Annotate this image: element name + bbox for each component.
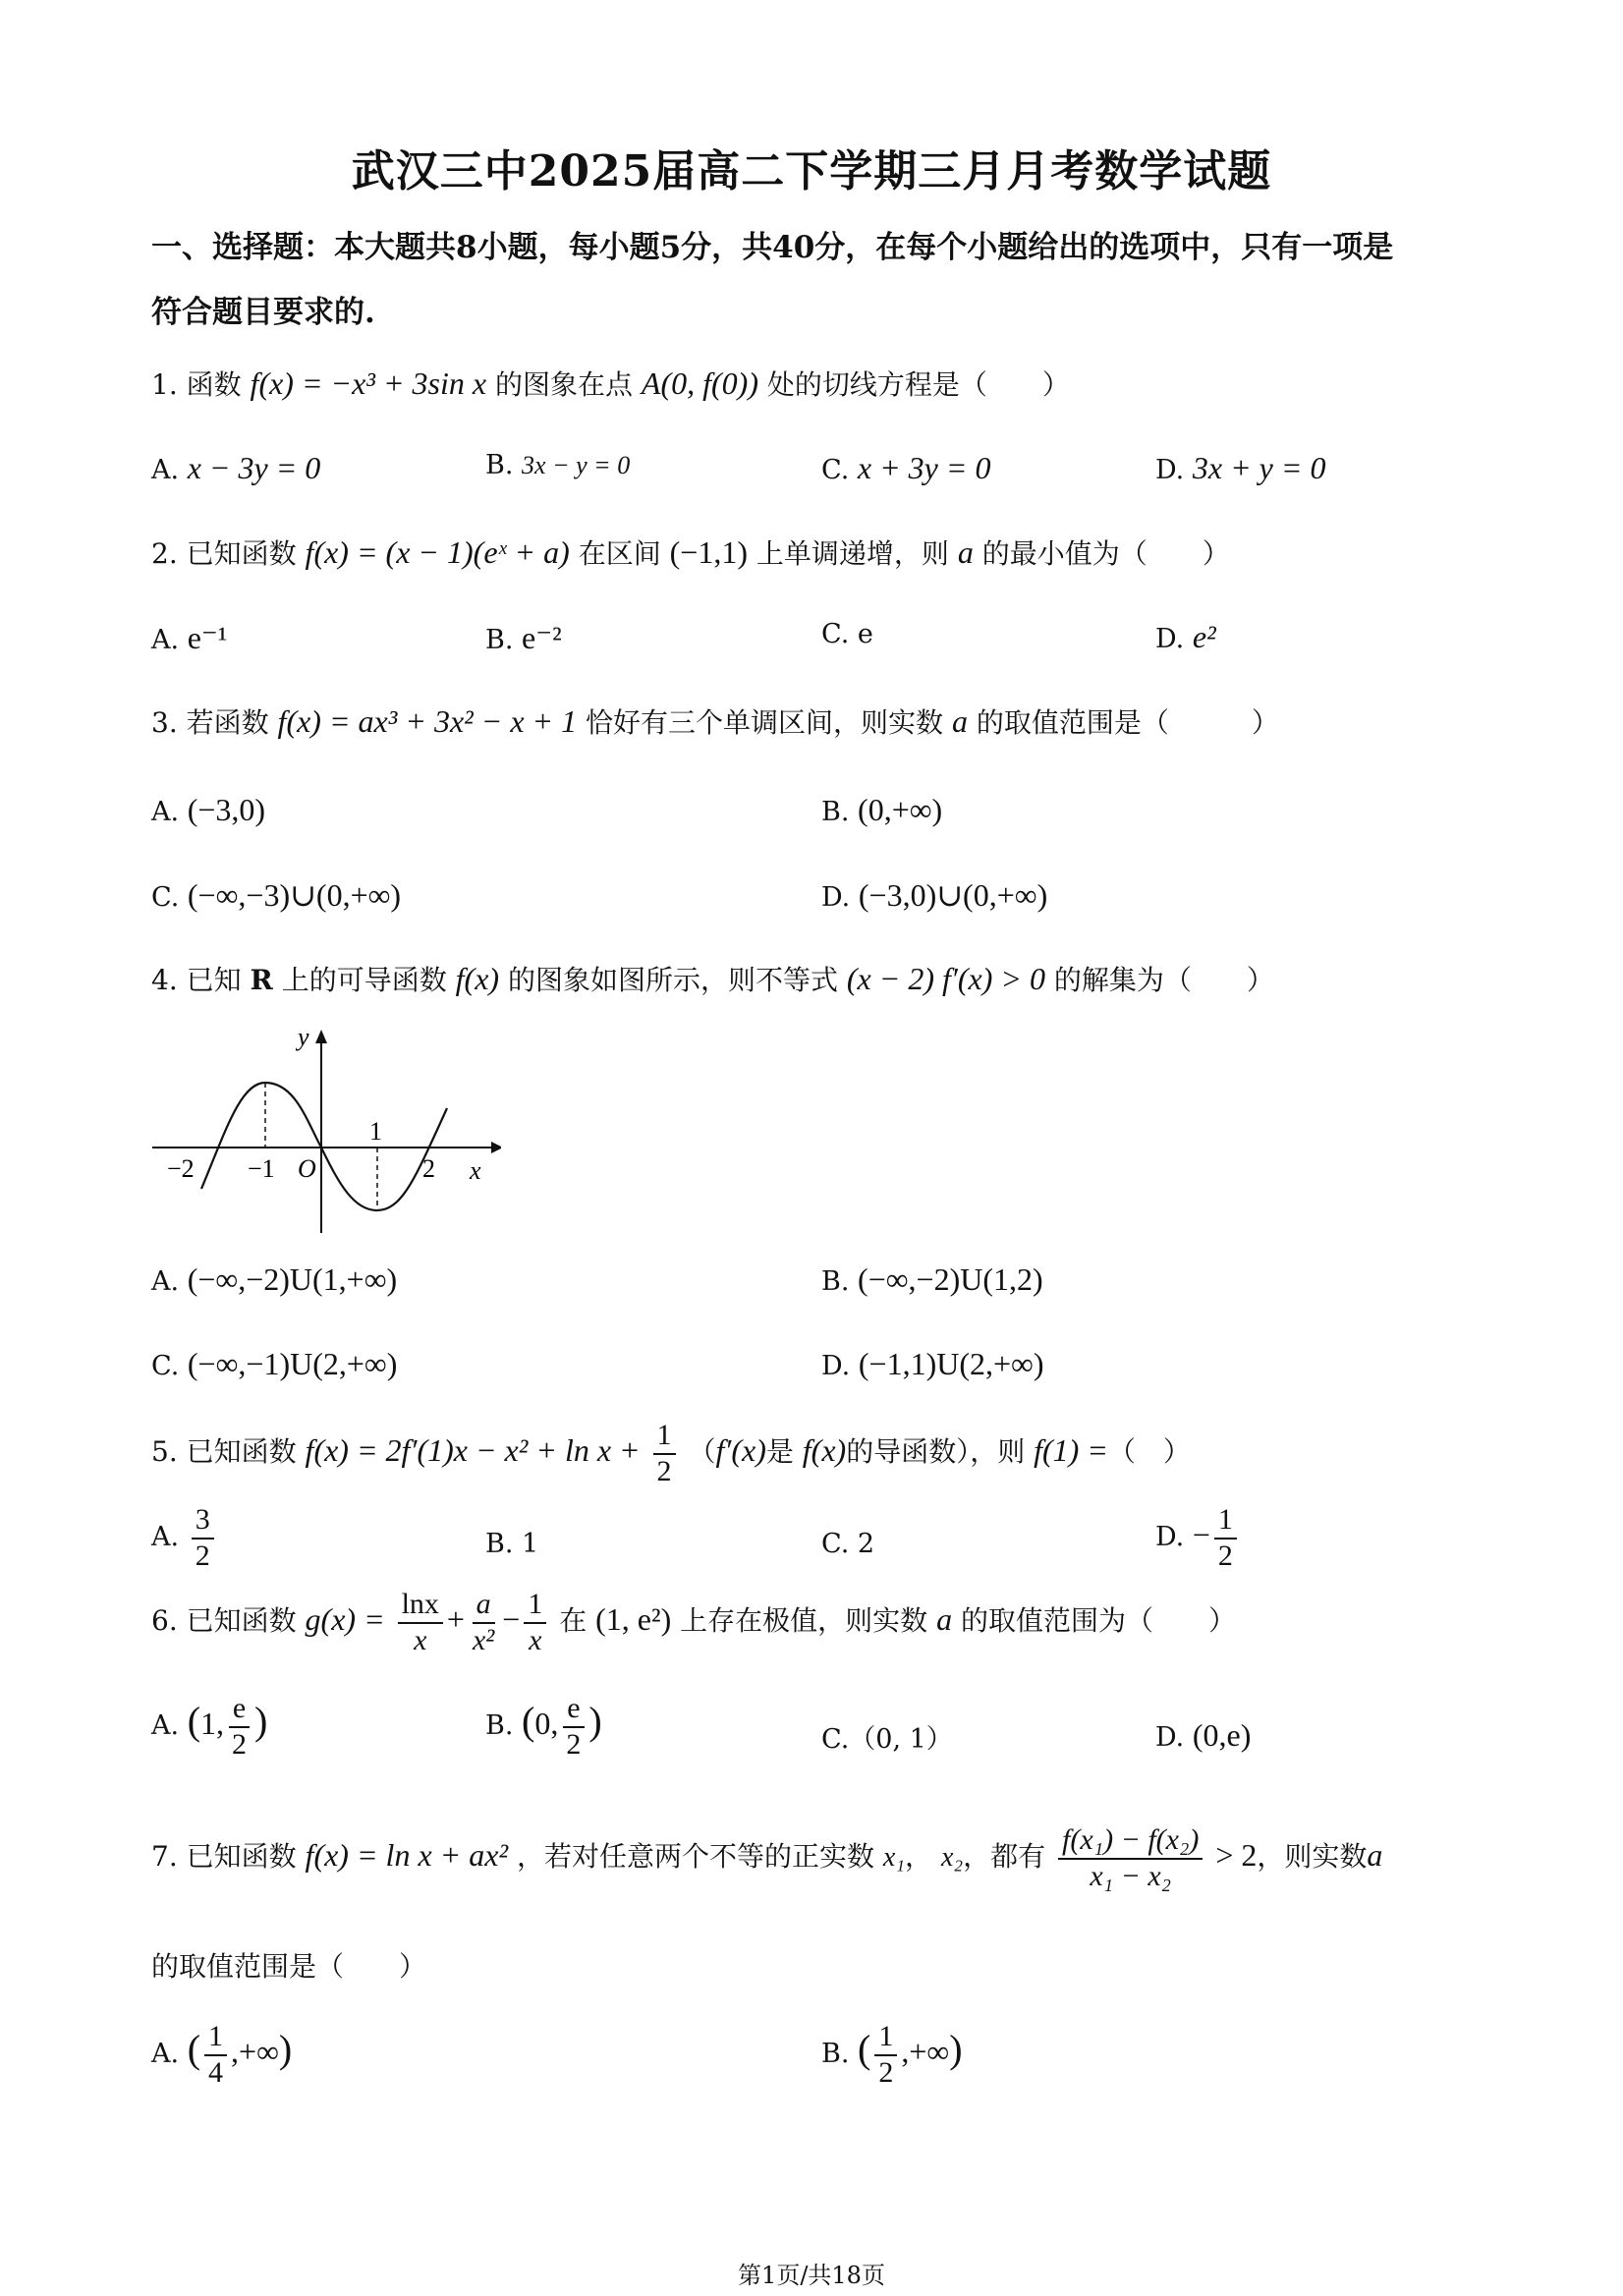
q5-option-d: D. − $\frac{1}{2}$ [1155, 1503, 1241, 1573]
q6-option-c: C.（0, 1） [821, 1724, 953, 1755]
label-y: y [298, 1023, 309, 1051]
q2-option-d: D. e² [1155, 619, 1216, 654]
q2-function: f(x) = (x − 1)(eˣ + a) [305, 534, 570, 570]
q5-option-a: A. $\frac{3}{2}$ [151, 1503, 218, 1573]
q4-option-c: C. (−∞,−1)U(2,+∞) [151, 1346, 398, 1381]
label-minus-2: −2 [167, 1154, 195, 1183]
section-heading-line1: 一、选择题：本大题共8小题，每小题5分，共40分，在每个小题给出的选项中，只有一项是 [151, 230, 1394, 265]
q3-option-a: A. (−3,0) [151, 792, 266, 827]
q3-option-c: C. (−∞,−3)∪(0,+∞) [151, 877, 402, 913]
q1-point: A(0, f(0)) [641, 365, 758, 401]
q1-function: f(x) = −x³ + 3sin x [250, 365, 487, 401]
q2-interval: (−1,1) [669, 534, 748, 570]
q6-interval: (1, e²) [595, 1601, 672, 1637]
q3-option-d: D. (−3,0)∪(0,+∞) [821, 877, 1048, 913]
q1-option-b: B. 3x − y = 0 [485, 450, 631, 480]
q5-option-b: B. 1 [485, 1529, 539, 1559]
question-4: 4. 已知 R 上的可导函数 f(x) 的图象如图所示，则不等式 (x − 2) f′(x) > 0 的解集为（ ） [151, 961, 1274, 996]
label-x: x [470, 1156, 481, 1185]
label-minus-1: −1 [248, 1154, 275, 1183]
q2-option-b: B. e⁻² [485, 620, 562, 655]
q4-option-b: B. (−∞,−2)U(1,2) [821, 1261, 1043, 1297]
q1-option-d: D. 3x + y = 0 [1155, 450, 1326, 485]
q7-option-b: B. ( $\frac{1}{2}$ ,+∞) [821, 2020, 963, 2089]
question-2: 2. 已知函数 f(x) = (x − 1)(eˣ + a) 在区间 (−1,1) 上单调递增，则 a 的最小值为（ ） [151, 534, 1230, 570]
q5-option-c: C. 2 [821, 1529, 875, 1559]
q1-option-c: C. x + 3y = 0 [821, 450, 991, 485]
label-2: 2 [422, 1154, 435, 1183]
label-origin: O [298, 1154, 316, 1183]
q5-function: f(x) = 2f′(1)x − x² + ln x + [305, 1432, 641, 1468]
q2-option-c: C. e [821, 619, 873, 649]
question-1: 1. 函数 f(x) = −x³ + 3sin x 的图象在点 A(0, f(0)) 处的切线方程是（ ） [151, 365, 1070, 401]
q4-inequality: (x − 2) f′(x) > 0 [846, 961, 1045, 996]
q5-half-fraction: $\frac{1}{2}$ [653, 1419, 676, 1488]
q4-option-d: D. (−1,1)U(2,+∞) [821, 1346, 1044, 1381]
q6-option-a: A. (1, $\frac{e}{2}$ ) [151, 1692, 268, 1761]
q7-option-a: A. ( $\frac{1}{4}$ ,+∞) [151, 2020, 293, 2089]
label-1: 1 [369, 1117, 382, 1146]
question-3: 3. 若函数 f(x) = ax³ + 3x² − x + 1 恰好有三个单调区间，则实数 a 的取值范围是（ ） [151, 703, 1279, 739]
question-7: 7. 已知函数 f(x) = ln x + ax² ，若对任意两个不等的正实数 x₁， x₂，都有 $\frac{\text{f(x₁) − f(x₂)}}{\text{x₁ − x₂}}$ > 2，则实数a [151, 1823, 1383, 1892]
x-axis-arrow-icon [491, 1142, 501, 1153]
q4-function-graph [147, 1022, 501, 1248]
question-7-line2: 的取值范围是（ ） [151, 1950, 427, 1983]
question-6: 6. 已知函数 g(x) = $\frac{\ln x}{x}$ + $\frac{a}{\text{x²}}$ − $\frac{1}{x}$ 在 (1, e²) 上存在极值，则实数 a 的取值范围为（ ） [151, 1588, 1236, 1656]
q2-option-a: A. e⁻¹ [151, 620, 228, 655]
exam-title: 武汉三中2025届高二下学期三月月考数学试题 [351, 146, 1272, 196]
y-axis-arrow-icon [315, 1030, 327, 1043]
page-footer: 第1页/共18页 [738, 2262, 885, 2289]
q3-function: f(x) = ax³ + 3x² − x + 1 [277, 703, 578, 739]
section-heading-line2: 符合题目要求的. [151, 295, 375, 330]
q4-option-a: A. (−∞,−2)U(1,+∞) [151, 1261, 398, 1297]
q7-function: f(x) = ln x + ax² [305, 1837, 509, 1873]
q6-option-d: D. (0,e) [1155, 1717, 1252, 1753]
q1-option-a: A. x − 3y = 0 [151, 450, 321, 485]
q3-option-b: B. (0,+∞) [821, 792, 943, 827]
question-5: 5. 已知函数 f(x) = 2f′(1)x − x² + ln x + $\frac{1}{2}$ （f′(x)是 f(x)的导函数），则 f(1) =（ ） [151, 1419, 1191, 1487]
q6-option-b: B. (0, $\frac{e}{2}$ ) [485, 1692, 602, 1761]
